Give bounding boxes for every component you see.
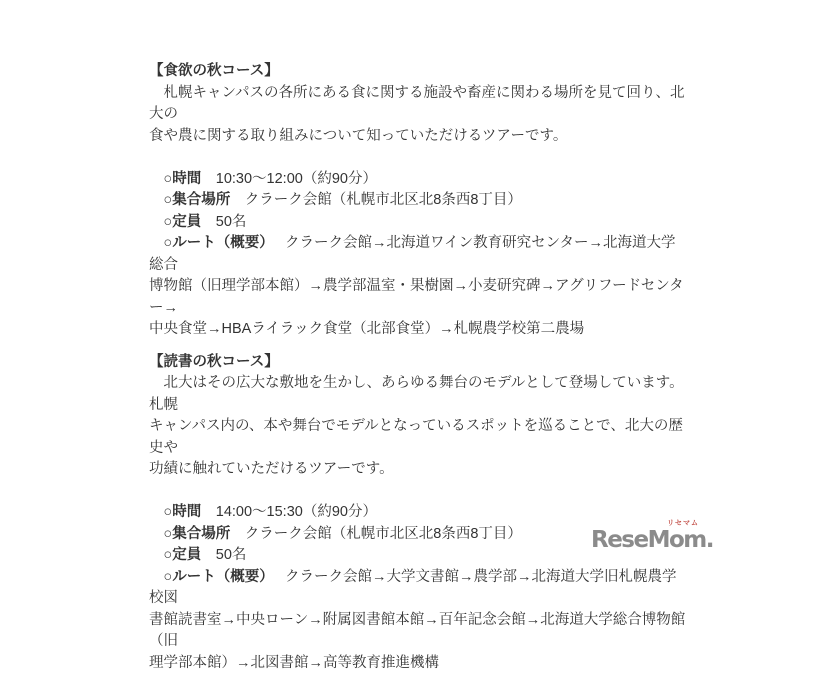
section-reading-autumn-course	[149, 352, 689, 674]
detail-label: 集合場所	[172, 192, 230, 208]
circle-bullet: ○	[149, 171, 172, 187]
resemom-logo-text: ReseMom	[591, 527, 706, 553]
course-description-line: 札幌キャンパスの各所にある食に関する施設や畜産に関わる場所を見て回り、北大の	[149, 83, 689, 126]
circle-bullet: ○	[149, 526, 172, 542]
detail-value: クラーク会館→大学文書館→農学部→北海道大学旧札幌農学校図	[149, 569, 677, 607]
detail-label: 集合場所	[172, 526, 230, 542]
detail-value: クラーク会館（札幌市北区北8条西8丁目）	[230, 192, 522, 208]
detail-label: 時間	[172, 171, 201, 187]
detail-time-line	[149, 169, 689, 191]
detail-route-line	[149, 567, 689, 610]
detail-capacity-line	[149, 212, 689, 234]
route-continuation-line: 書館読書室→中央ローン→附属図書館本館→百年記念会館→北海道大学総合博物館（旧	[149, 610, 689, 653]
detail-value: クラーク会館（札幌市北区北8条西8丁目）	[230, 526, 522, 542]
route-continuation-line: 博物館（旧理学部本館）→農学部温室・果樹園→小麦研究碑→アグリフードセンター→	[149, 276, 689, 319]
circle-bullet: ○	[149, 504, 172, 520]
detail-label: 時間	[172, 504, 201, 520]
course-description-line: キャンパス内の、本や舞台でモデルとなっているスポットを巡ることで、北大の歴史や	[149, 416, 689, 459]
section-appetite-autumn-course	[149, 61, 689, 341]
route-continuation-line: 中央食堂→HBAライラック食堂（北部食堂）→札幌農学校第二農場	[149, 319, 689, 341]
circle-bullet: ○	[149, 547, 172, 563]
route-continuation-line: 理学部本館）→北図書館→高等教育推進機構	[149, 653, 689, 674]
circle-bullet: ○	[149, 214, 172, 230]
detail-label: ルート（概要）	[172, 235, 266, 251]
detail-value: 10:30～12:00（約90分）	[201, 171, 377, 187]
detail-value: 14:00～15:30（約90分）	[201, 504, 377, 520]
detail-label: ルート（概要）	[172, 569, 266, 585]
circle-bullet: ○	[149, 569, 172, 585]
resemom-logo-period: .	[706, 527, 713, 553]
detail-value: 50名	[201, 547, 246, 563]
circle-bullet: ○	[149, 192, 172, 208]
detail-label: 定員	[172, 547, 201, 563]
detail-label: 定員	[172, 214, 201, 230]
course-heading: 【食欲の秋コース】	[149, 61, 689, 83]
detail-route-line	[149, 233, 689, 276]
detail-value: クラーク会館→北海道ワイン教育研究センター→北海道大学総合	[149, 235, 676, 273]
course-description-line: 北大はその広大な敷地を生かし、あらゆる舞台のモデルとして登場しています。札幌	[149, 373, 689, 416]
course-description-line: 功績に触れていただけるツアーです。	[149, 459, 689, 481]
detail-value: 50名	[201, 214, 246, 230]
blank-line	[149, 147, 689, 169]
resemom-logo-wordmark	[591, 528, 713, 552]
course-description-line: 食や農に関する取り組みについて知っていただけるツアーです。	[149, 126, 689, 148]
blank-line	[149, 481, 689, 503]
resemom-logo-ruby-text: リセマム	[591, 520, 713, 528]
resemom-logo	[591, 520, 713, 552]
course-heading: 【読書の秋コース】	[149, 352, 689, 374]
article-body	[149, 61, 689, 674]
detail-meeting-place-line	[149, 190, 689, 212]
circle-bullet: ○	[149, 235, 172, 251]
